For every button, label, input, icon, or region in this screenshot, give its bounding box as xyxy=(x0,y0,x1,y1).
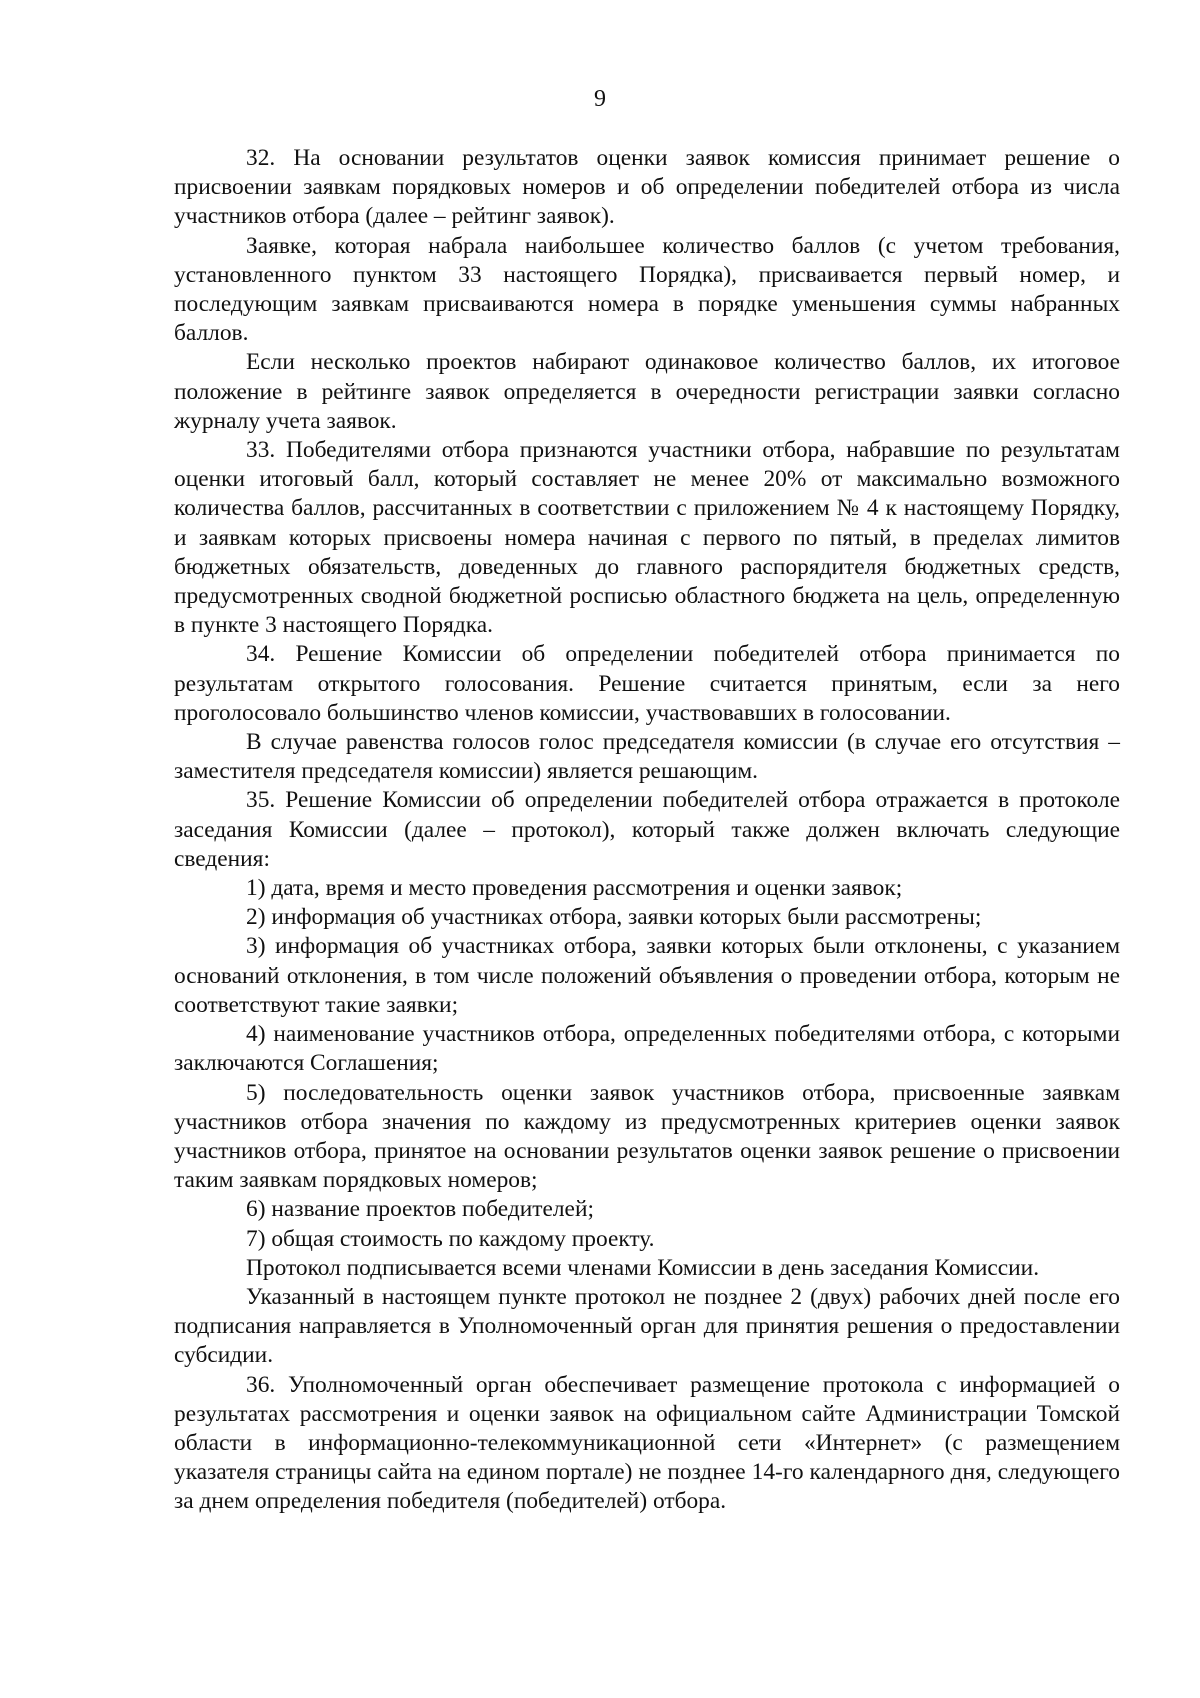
list-item-2: 2) информация об участниках отбора, заявки которых были рассмотрены; xyxy=(246,904,982,931)
list-item-6: 6) название проектов победителей; xyxy=(246,1196,594,1223)
list-item-7: 7) общая стоимость по каждому проекту. xyxy=(246,1225,655,1252)
list-item-3: 3) информация об участниках отбора, заявки которых были отклонены, с указанием оснований отклонения, в том числе положений объявления о проведении отбора, которым не соответствуют такие заявки; xyxy=(174,933,1120,1018)
paragraph-34: 34. Решение Комиссии об определении победителей отбора принимается по результатам открытого голосования. Решение считается принятым, если за него проголосовало большинство членов комиссии, участвовавших в голосовании. xyxy=(174,641,1120,726)
list-item-5: 5) последовательность оценки заявок участников отбора, присвоенные заявкам участников отбора значения по каждому из предусмотренных критериев оценки заявок участников отбора, принятое на основании результатов оценки заявок решение о присвоении таким заявкам порядковых номеров; xyxy=(174,1079,1120,1194)
paragraph-protocol-signed: Протокол подписывается всеми членами Комиссии в день заседания Комиссии. xyxy=(246,1254,1040,1281)
paragraph-equal-scores: Если несколько проектов набирают одинаковое количество баллов, их итоговое положение в рейтинге заявок определяется в очередности регистрации заявки согласно журналу учета заявок. xyxy=(174,349,1120,434)
list-item-4: 4) наименование участников отбора, определенных победителями отбора, с которыми заключаются Соглашения; xyxy=(174,1021,1120,1077)
paragraph-protocol-sent: Указанный в настоящем пункте протокол не позднее 2 (двух) рабочих дней после его подписания направляется в Уполномоченный орган для принятия решения о предоставлении субсидии. xyxy=(174,1283,1120,1369)
document-body xyxy=(174,144,1120,1517)
paragraph-35: 35. Решение Комиссии об определении победителей отбора отражается в протоколе заседания Комиссии (далее – протокол), который также должен включать следующие сведения: xyxy=(174,787,1120,872)
paragraph-tie-vote: В случае равенства голосов голос председателя комиссии (в случае его отсутствия – заместителя председателя комиссии) является решающим. xyxy=(174,729,1120,785)
paragraph-36: 36. Уполномоченный орган обеспечивает размещение протокола с информацией о результатах рассмотрения и оценки заявок на официальном сайте Администрации Томской области в информационно-телекоммуникационной сети «Интернет» (с размещением указателя страницы сайта на едином портале) не позднее 14-го календарного дня, следующего за днем определения победителя (победителей) отбора. xyxy=(174,1371,1120,1515)
paragraph-32: 32. На основании результатов оценки заявок комиссия принимает решение о присвоении заявкам порядковых номеров и об определении победителей отбора из числа участников отбора (далее – рейтинг заявок). xyxy=(174,145,1120,230)
paragraph-ranking-first-number: Заявке, которая набрала наибольшее количество баллов (с учетом требования, установленного пунктом 33 настоящего Порядка), присваивается первый номер, и последующим заявкам присваиваются номера в порядке уменьшения суммы набранных баллов. xyxy=(174,232,1120,347)
paragraph-33: 33. Победителями отбора признаются участники отбора, набравшие по результатам оценки итоговый балл, который составляет не менее 20% от максимально возможного количества баллов, рассчитанных в соответствии с приложением № 4 к настоящему Порядку, и заявкам которых присвоены номера начиная с первого по пятый, в пределах лимитов бюджетных обязательств, доведенных до главного распорядителя бюджетных средств, предусмотренных сводной бюджетной росписью областного бюджета на цель, определенную в пункте 3 настоящего Порядка. xyxy=(174,437,1120,639)
page-number: 9 xyxy=(594,86,606,112)
list-item-1: 1) дата, время и место проведения рассмотрения и оценки заявок; xyxy=(246,875,903,902)
